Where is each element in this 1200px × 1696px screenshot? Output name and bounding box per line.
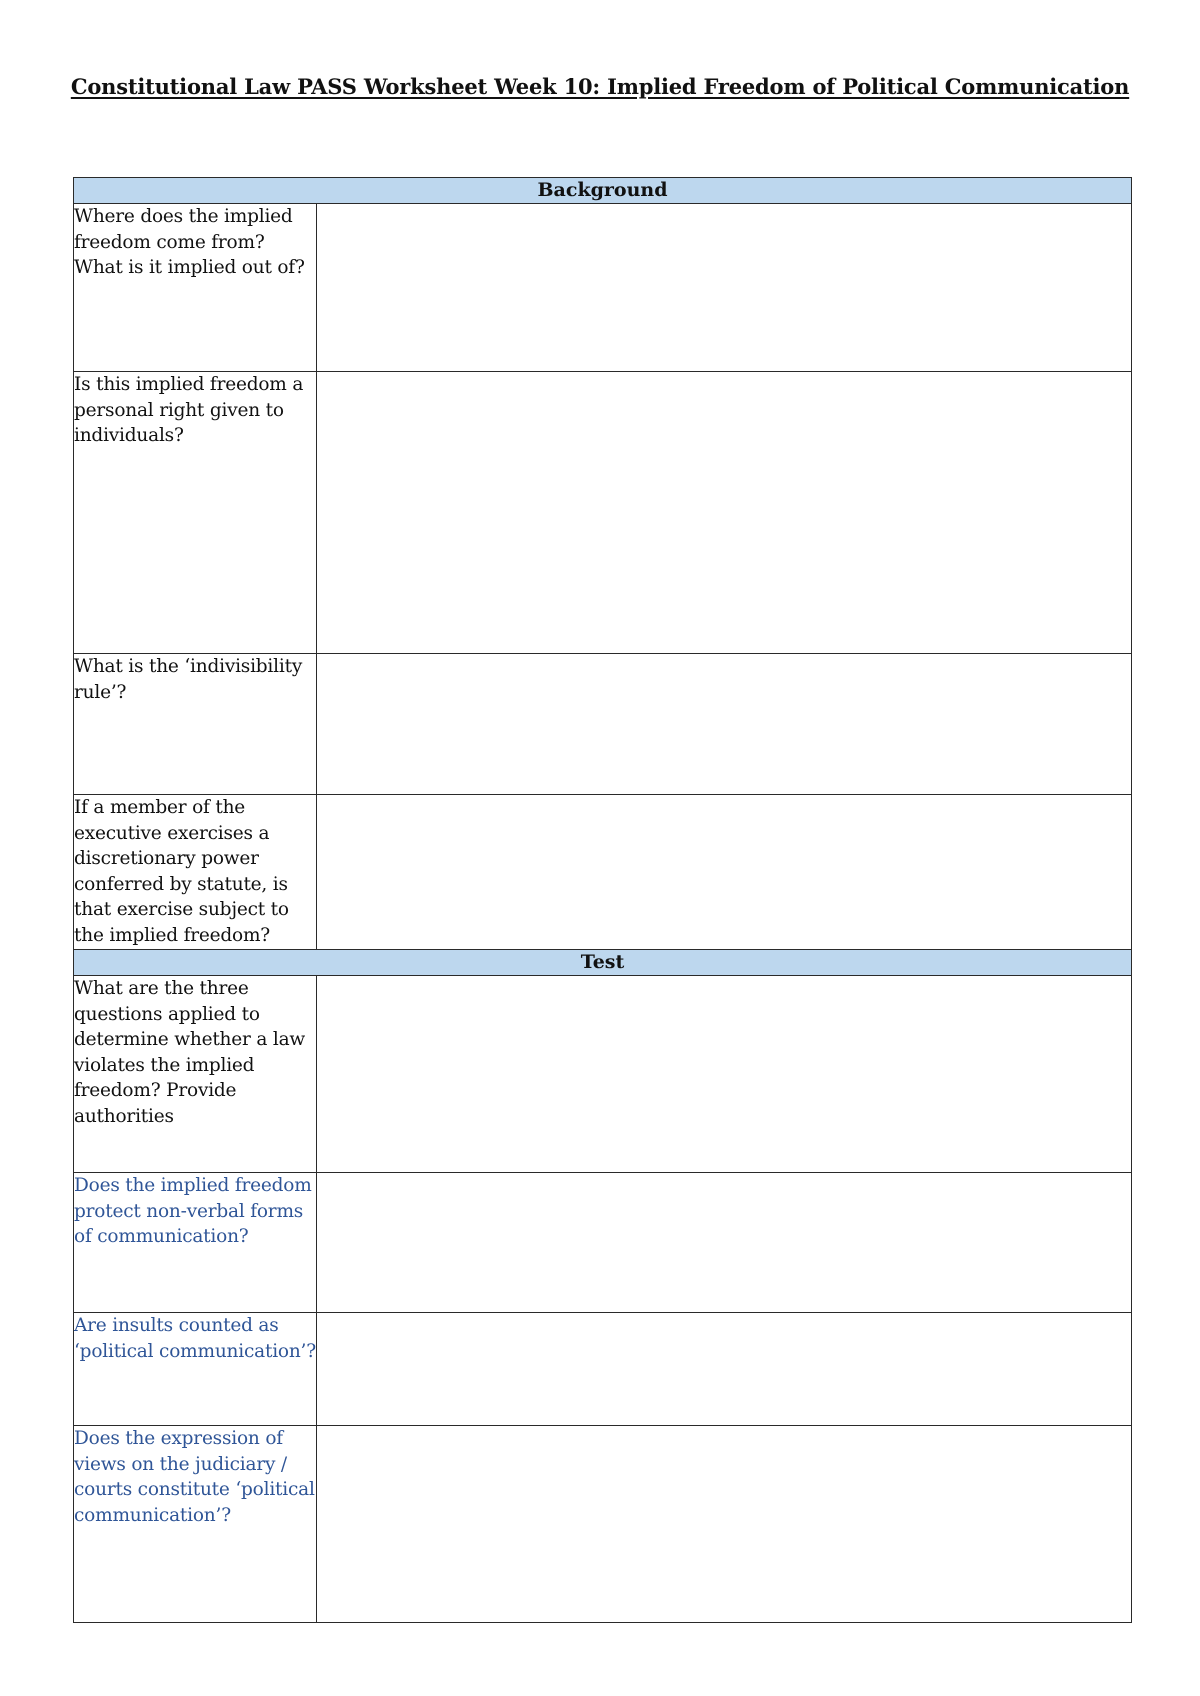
answer-cell[interactable] — [317, 976, 1132, 1173]
table-row — [74, 1313, 1132, 1426]
table-row — [74, 372, 1132, 654]
test-header-row — [74, 950, 1132, 976]
question-cell: Where does the implied freedom come from? What is it implied out of? — [74, 204, 317, 372]
answer-cell[interactable] — [317, 654, 1132, 795]
answer-cell[interactable] — [317, 204, 1132, 372]
table-row — [74, 1426, 1132, 1623]
answer-cell[interactable] — [317, 372, 1132, 654]
answer-cell[interactable] — [317, 1313, 1132, 1426]
section-header-test: Test — [74, 950, 1132, 976]
page-title: Constitutional Law PASS Worksheet Week 10: Implied Freedom of Political Communication — [70, 74, 1130, 99]
question-cell: If a member of the executive exercises a discretionary power conferred by statute, is that exercise subject to the implied freedom? — [74, 795, 317, 950]
table-row — [74, 976, 1132, 1173]
worksheet-table — [73, 177, 1132, 1623]
question-cell: Does the implied freedom protect non-verbal forms of communication? — [74, 1173, 317, 1313]
answer-cell[interactable] — [317, 1426, 1132, 1623]
table-row — [74, 795, 1132, 950]
table-row — [74, 654, 1132, 795]
question-cell: Is this implied freedom a personal right given to individuals? — [74, 372, 317, 654]
section-header-background: Background — [74, 178, 1132, 204]
answer-cell[interactable] — [317, 1173, 1132, 1313]
question-cell: Does the expression of views on the judiciary / courts constitute ‘political communication’? — [74, 1426, 317, 1623]
table-row — [74, 1173, 1132, 1313]
answer-cell[interactable] — [317, 795, 1132, 950]
background-header-row — [74, 178, 1132, 204]
table-row — [74, 204, 1132, 372]
question-cell: What is the ‘indivisibility rule’? — [74, 654, 317, 795]
question-cell: What are the three questions applied to determine whether a law violates the implied freedom? Provide authorities — [74, 976, 317, 1173]
question-cell: Are insults counted as ‘political communication’? — [74, 1313, 317, 1426]
